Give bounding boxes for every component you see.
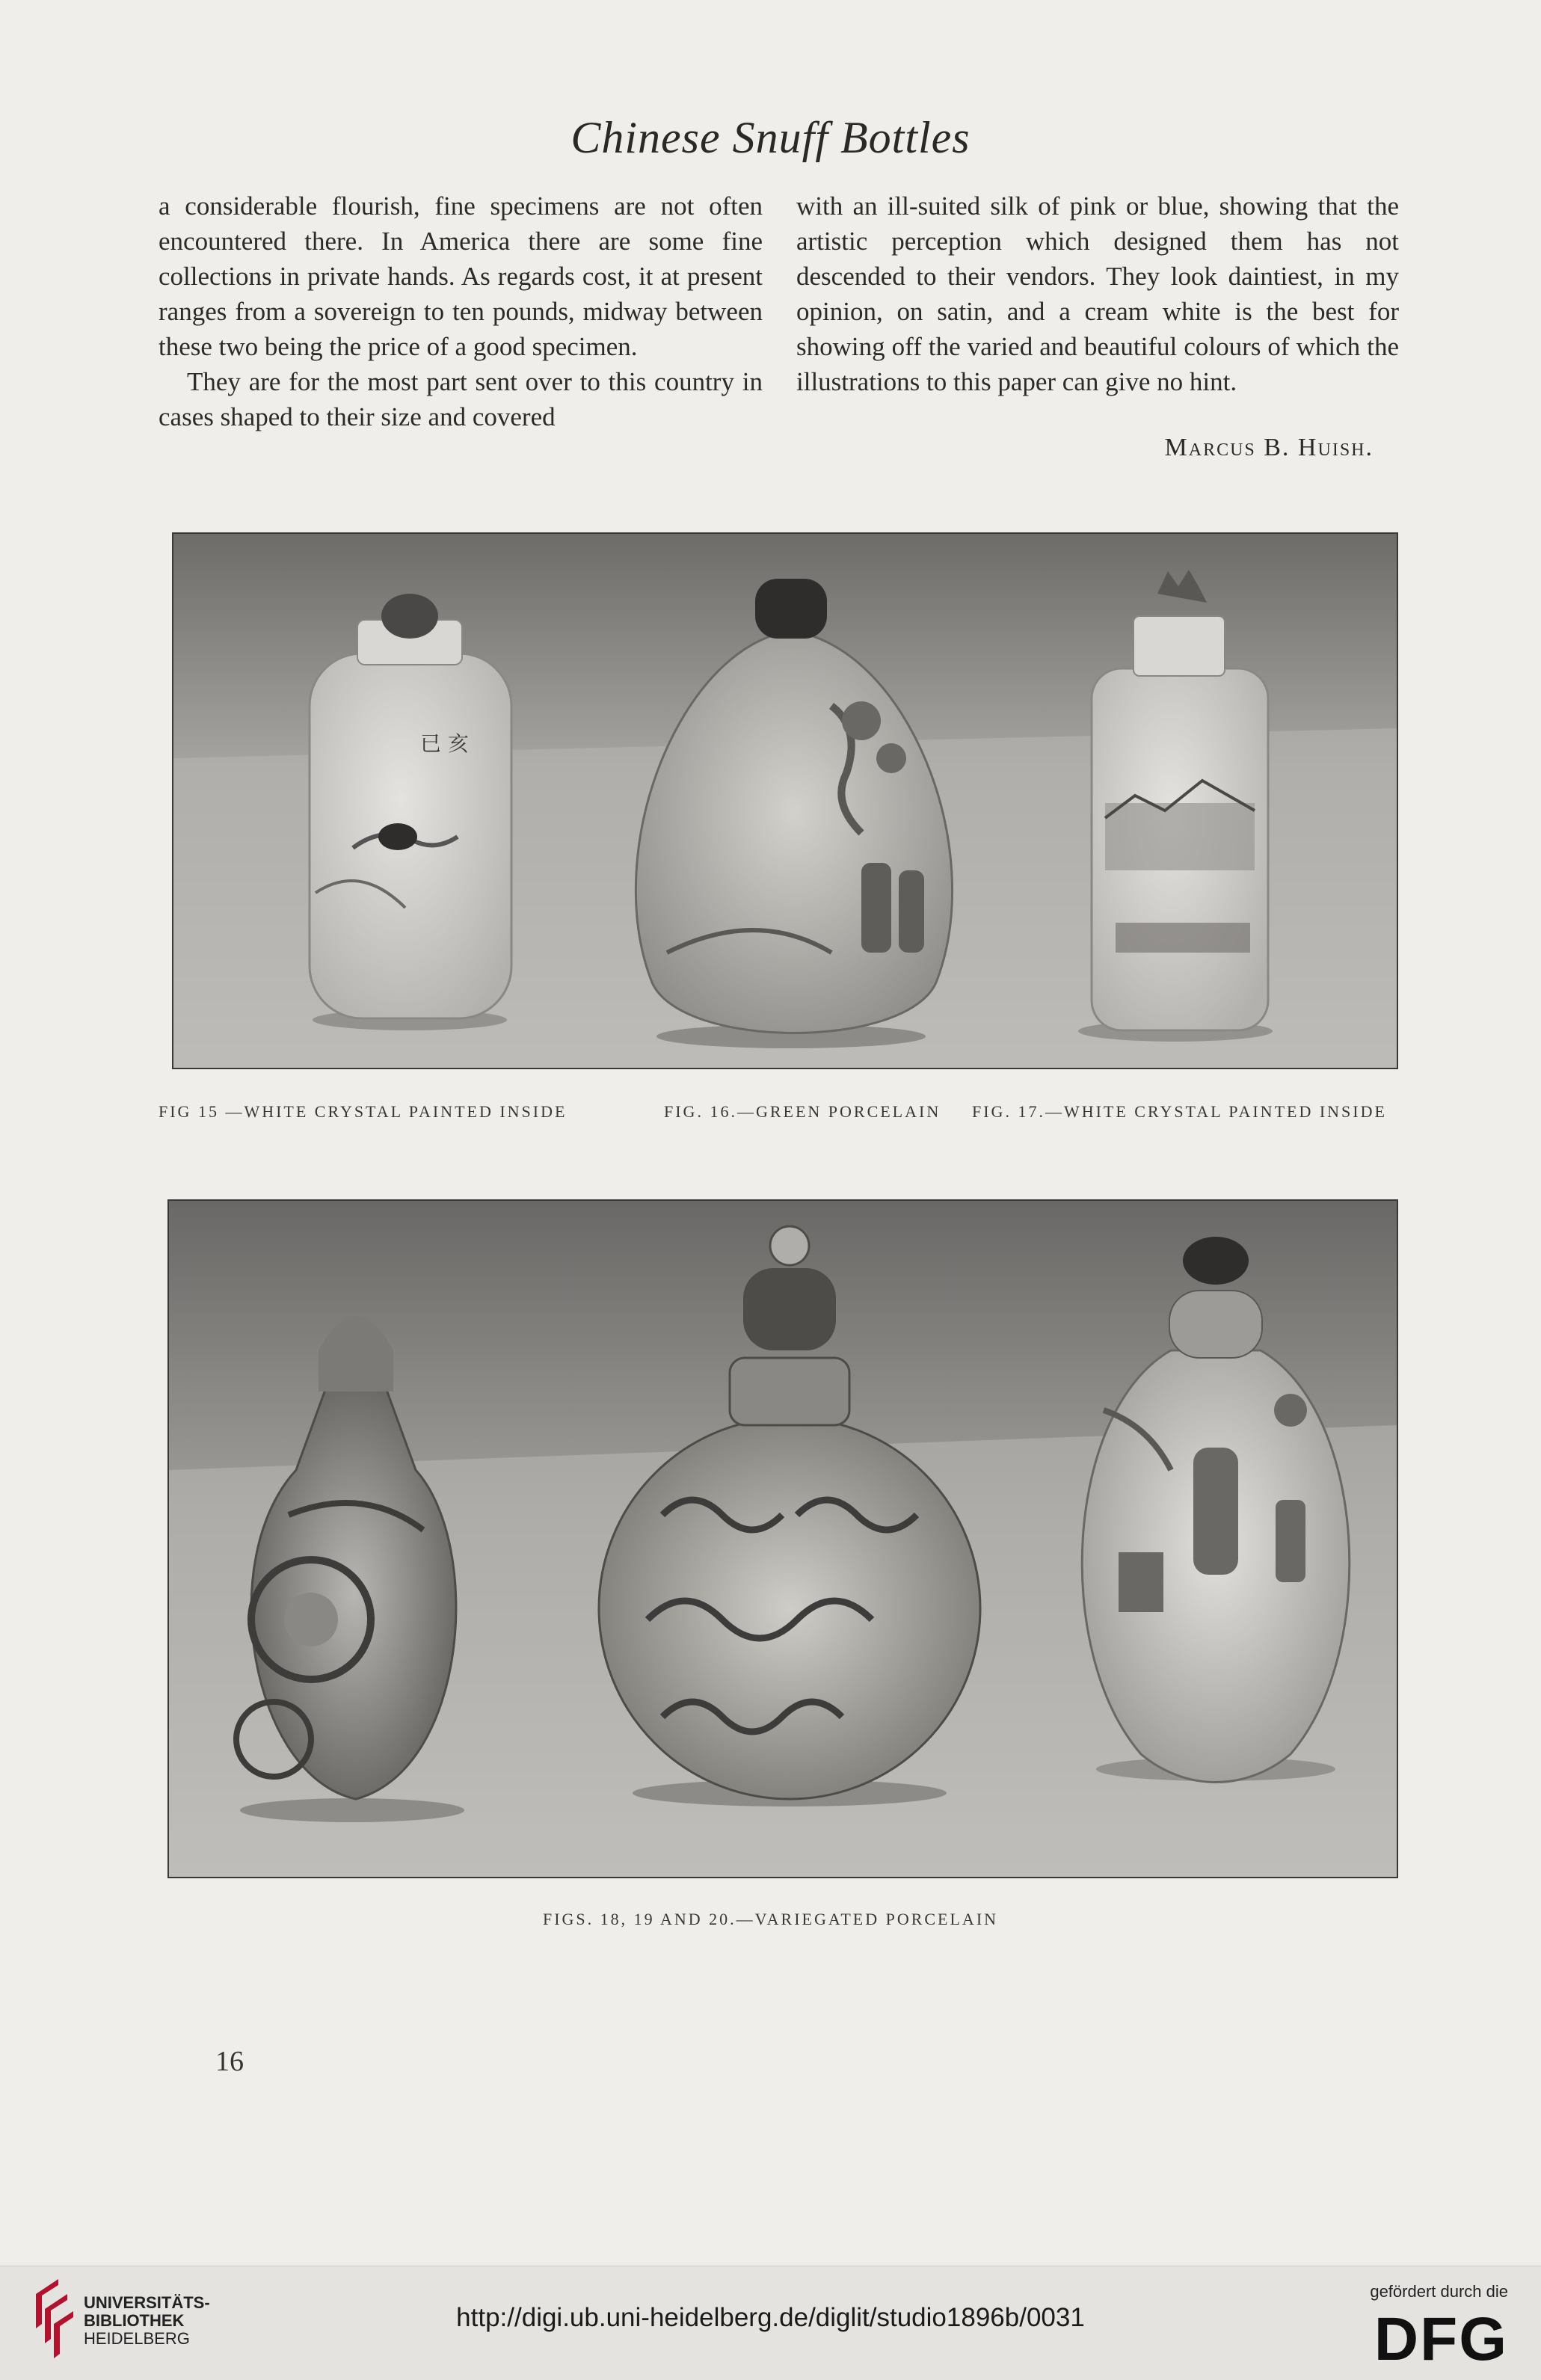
paragraph: They are for the most part sent over to this country in cases shaped to their size and covered xyxy=(159,367,763,431)
funded-by-label: gefördert durch die xyxy=(1370,2282,1508,2301)
plate-photo xyxy=(173,534,1397,1068)
library-line: BIBLIOTHEK xyxy=(84,2311,185,2330)
permalink-url[interactable]: http://digi.ub.uni-heidelberg.de/diglit/studio1896b/0031 xyxy=(456,2303,1085,2332)
dfg-logo: DFG xyxy=(1374,2305,1508,2373)
paragraph: with an ill-suited silk of pink or blue, showing that the artistic perception which designed them has not descended to their vendors. They look daintiest, in my opinion, on satin, and a cream white is the best for showing off the varied and beautiful colours of which the illustrations to this paper can give no hint. xyxy=(796,191,1399,396)
running-title: Chinese Snuff Bottles xyxy=(570,113,971,162)
plate-photo xyxy=(169,1201,1397,1877)
figure-caption: FIG. 17.—WHITE CRYSTAL PAINTED INSIDE xyxy=(972,1102,1387,1121)
bottle-fig-15 xyxy=(310,594,511,1030)
figure-caption: FIG. 16.—GREEN PORCELAIN xyxy=(664,1102,941,1121)
left-column xyxy=(159,188,763,434)
page-number: 16 xyxy=(215,2046,244,2077)
plate-figs-18-20 xyxy=(167,1199,1398,1878)
library-line: HEIDELBERG xyxy=(84,2329,190,2348)
svg-text:已 亥: 已 亥 xyxy=(420,731,469,756)
figure-caption: FIGS. 18, 19 AND 20.—VARIEGATED PORCELAIN xyxy=(542,1910,999,1928)
paragraph: a considerable flourish, fine specimens are not often encountered there. In America there are some fine collections in private hands. As regards cost, it at present ranges from a sovereign to ten pounds, midway between these two being the price of a good specimen. xyxy=(159,191,763,361)
library-line: UNIVERSITÄTS- xyxy=(84,2293,210,2312)
figure-caption: FIG 15 —WHITE CRYSTAL PAINTED INSIDE xyxy=(159,1102,568,1121)
right-column xyxy=(796,188,1399,399)
plate-figs-15-17 xyxy=(172,532,1398,1069)
author-signature: Marcus B. Huish. xyxy=(1164,434,1374,461)
